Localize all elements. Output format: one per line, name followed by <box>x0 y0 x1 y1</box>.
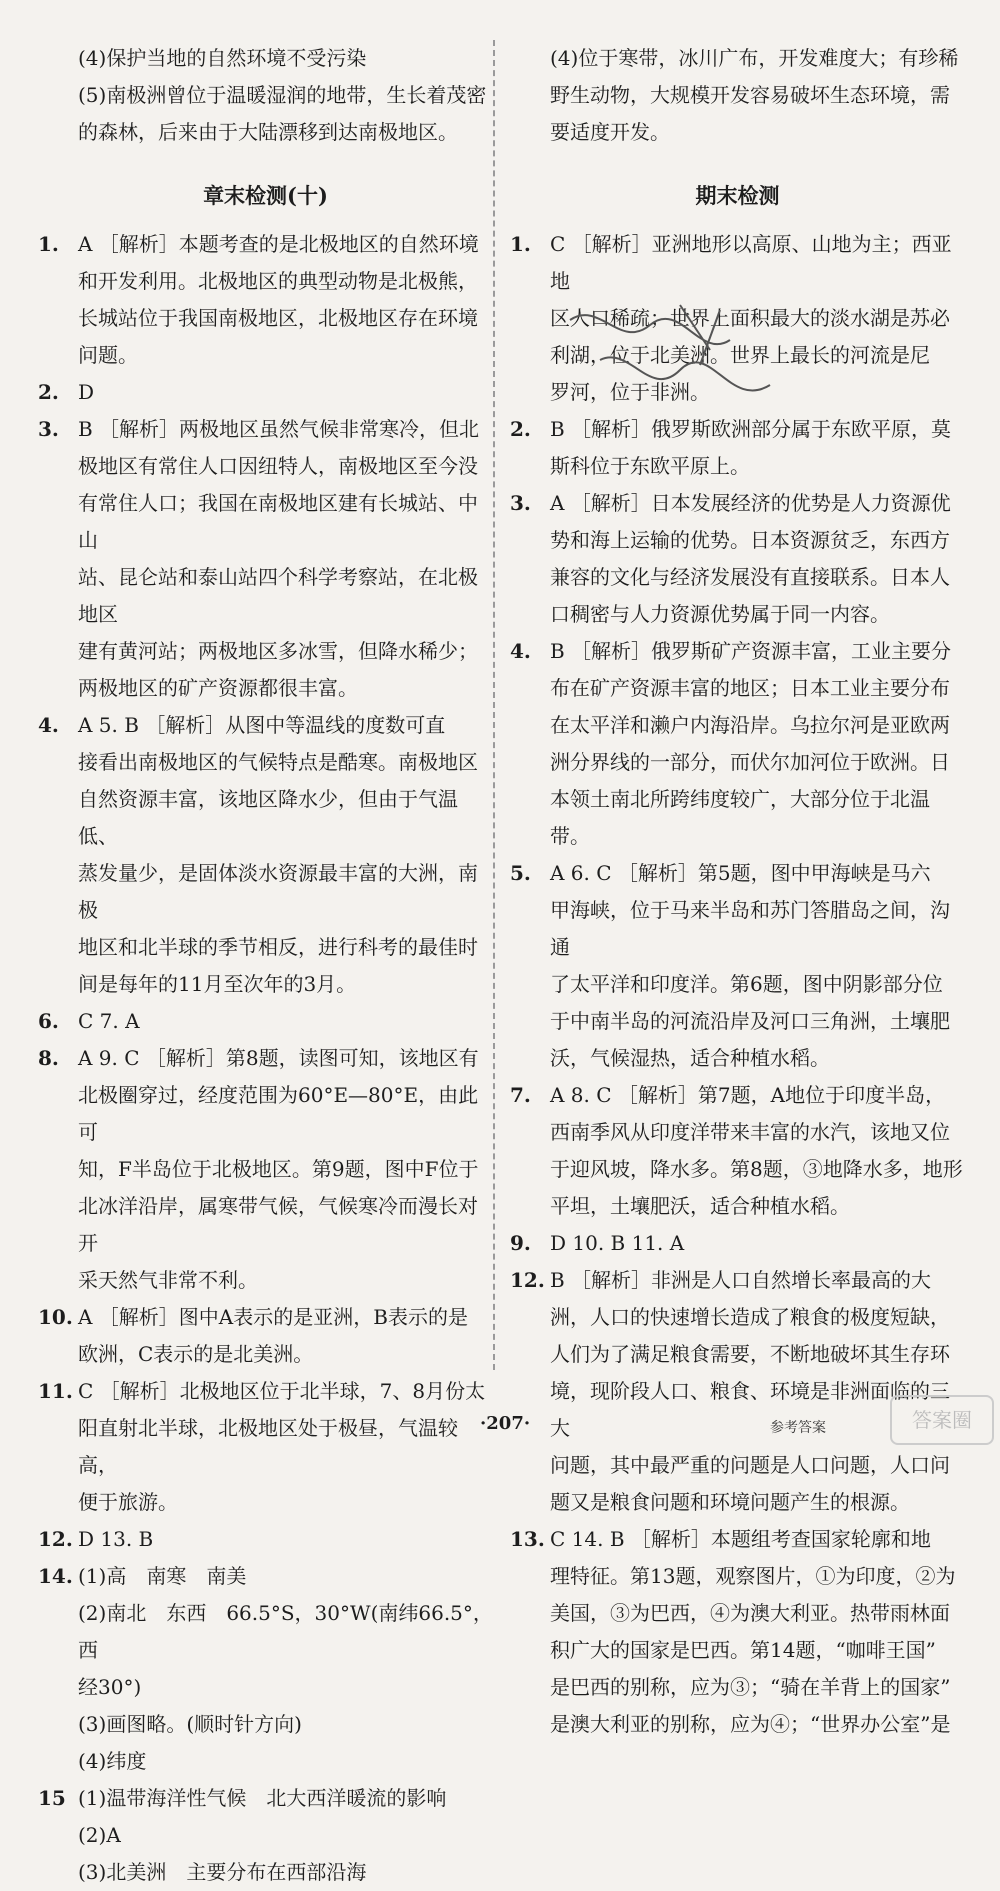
answer-number: 12. <box>510 1268 545 1292</box>
answer-text: 极地区有常住人口因纽特人，南极地区至今没 <box>78 454 478 478</box>
answer-line <box>38 1003 493 1040</box>
answer-text: 口稠密与人力资源优势属于同一内容。 <box>550 602 890 626</box>
answer-number: 2. <box>510 417 531 441</box>
answer-line <box>510 226 965 300</box>
answer-text: C ［解析］亚洲地形以高原、山地为主；西亚地 <box>550 232 952 293</box>
answer-line <box>510 781 965 855</box>
answer-text: 本领土南北所跨纬度较广，大部分位于北温带。 <box>550 787 930 848</box>
answer-text: 经30°) <box>78 1675 142 1699</box>
answer-number: 13. <box>510 1527 545 1551</box>
footer-label: 参考答案 <box>770 1420 826 1436</box>
answer-text: A ［解析］日本发展经济的优势是人力资源优 <box>550 491 951 515</box>
answer-text: 斯科位于东欧平原上。 <box>550 454 750 478</box>
answer-text: 题又是粮食问题和环境问题产生的根源。 <box>550 1490 910 1514</box>
answer-line <box>510 1521 965 1558</box>
answer-line <box>38 1151 493 1188</box>
answer-text: 在太平洋和濑户内海沿岸。乌拉尔河是亚欧两 <box>550 713 950 737</box>
answer-number: 15 <box>38 1786 66 1810</box>
answer-line <box>510 1003 965 1040</box>
answer-line <box>38 1336 493 1373</box>
answer-line <box>38 744 493 781</box>
answer-line <box>38 226 493 263</box>
answer-number: 4. <box>38 713 59 737</box>
answer-text: 知，F半岛位于北极地区。第9题，图中F位于 <box>78 1157 479 1181</box>
answer-text: B ［解析］俄罗斯矿产资源丰富，工业主要分 <box>550 639 952 663</box>
left-column <box>38 40 493 1891</box>
intro-line: (5)南极洲曾位于温暖湿润的地带，生长着茂密 <box>78 83 487 107</box>
answer-line <box>38 633 493 670</box>
answer-text: B ［解析］俄罗斯欧洲部分属于东欧平原，莫 <box>550 417 952 441</box>
answer-line <box>510 300 965 337</box>
answer-line <box>38 781 493 855</box>
answer-number: 1. <box>38 232 59 256</box>
intro-line: 的森林，后来由于大陆漂移到达南极地区。 <box>78 120 458 144</box>
answer-line <box>510 1262 965 1299</box>
answer-text: 站、昆仑站和泰山站四个科学考察站，在北极地区 <box>78 565 478 626</box>
answer-text: C 14. B ［解析］本题组考查国家轮廓和地 <box>550 1527 931 1551</box>
answer-number: 12. <box>38 1527 73 1551</box>
answer-line <box>38 1188 493 1262</box>
answer-text: 有常住人口；我国在南极地区建有长城站、中山 <box>78 491 478 552</box>
answer-line <box>38 929 493 966</box>
answer-text: C ［解析］北极地区位于北半球，7、8月份太 <box>78 1379 486 1403</box>
answer-text: 西南季风从印度洋带来丰富的水汽，该地又位 <box>550 1120 950 1144</box>
answer-text: 问题。 <box>78 343 138 367</box>
answer-line <box>38 1373 493 1410</box>
answer-text: 自然资源丰富，该地区降水少，但由于气温低、 <box>78 787 458 848</box>
answer-text: 势和海上运输的优势。日本资源贫乏，东西方 <box>550 528 950 552</box>
answer-line <box>510 966 965 1003</box>
answer-line <box>510 374 965 411</box>
answer-text: 境，现阶段人口、粮食、环境是非洲面临的三大 <box>550 1379 950 1440</box>
answer-line <box>38 1780 493 1817</box>
answer-line <box>38 374 493 411</box>
answer-number: 14. <box>38 1564 73 1588</box>
answer-line <box>38 1558 493 1595</box>
answer-text: B ［解析］两极地区虽然气候非常寒冷，但北 <box>78 417 480 441</box>
section-title: 期末检测 <box>695 183 780 208</box>
answer-line <box>510 707 965 744</box>
answer-text: (3)北美洲 主要分布在西部沿海 <box>78 1860 367 1884</box>
answer-line <box>38 707 493 744</box>
answer-text: D 13. B <box>78 1527 154 1551</box>
answer-line <box>510 1114 965 1151</box>
answer-text: 布在矿产资源丰富的地区；日本工业主要分布 <box>550 676 950 700</box>
answer-line <box>510 1077 965 1114</box>
answer-text: A 6. C ［解析］第5题，图中甲海峡是马六 <box>550 861 931 885</box>
answer-line <box>510 1447 965 1484</box>
answer-line <box>510 522 965 559</box>
answer-line <box>510 670 965 707</box>
answer-line <box>38 1743 493 1780</box>
answer-text: 洲，人口的快速增长造成了粮食的极度短缺， <box>550 1305 950 1329</box>
answer-line <box>38 1669 493 1706</box>
answer-number: 9. <box>510 1231 531 1255</box>
answer-text: 问题，其中最严重的问题是人口问题，人口问 <box>550 1453 950 1477</box>
answer-line <box>38 1077 493 1151</box>
answer-text: 北极圈穿过，经度范围为60°E—80°E，由此可 <box>78 1083 479 1144</box>
answer-text: (2)A <box>78 1823 121 1847</box>
answer-line <box>38 1595 493 1669</box>
answer-text: 建有黄河站；两极地区多冰雪，但降水稀少； <box>78 639 478 663</box>
answer-line <box>510 596 965 633</box>
answer-line <box>510 1484 965 1521</box>
answer-line <box>38 1040 493 1077</box>
answer-text: 阳直射北半球，北极地区处于极昼，气温较高， <box>78 1416 458 1477</box>
answer-line <box>38 855 493 929</box>
answer-number: 1. <box>510 232 531 256</box>
answer-text: D 10. B 11. A <box>550 1231 685 1255</box>
answer-line <box>38 1484 493 1521</box>
answer-line <box>38 411 493 448</box>
answer-text: (3)画图略。(顺时针方向) <box>78 1712 302 1736</box>
answer-text: 甲海峡，位于马来半岛和苏门答腊岛之间，沟通 <box>550 898 950 959</box>
answer-line <box>38 670 493 707</box>
intro-line: (4)保护当地的自然环境不受污染 <box>78 46 367 70</box>
answer-text: 洲分界线的一部分，而伏尔加河位于欧洲。日 <box>550 750 950 774</box>
answer-text: B ［解析］非洲是人口自然增长率最高的大 <box>550 1268 932 1292</box>
answer-line <box>510 633 965 670</box>
answer-text: D <box>78 380 95 404</box>
answer-line <box>38 559 493 633</box>
answer-text: A 9. C ［解析］第8题，读图可知，该地区有 <box>78 1046 479 1070</box>
answer-line <box>510 337 965 374</box>
answer-line <box>38 1521 493 1558</box>
answer-line <box>510 892 965 966</box>
answer-line <box>510 448 965 485</box>
answer-line <box>38 263 493 300</box>
answer-text: C 7. A <box>78 1009 140 1033</box>
answer-line <box>38 337 493 374</box>
answer-number: 6. <box>38 1009 59 1033</box>
answer-line <box>510 744 965 781</box>
answer-text: 积广大的国家是巴西。第14题，“咖啡王国” <box>550 1638 936 1662</box>
answer-line <box>38 300 493 337</box>
answer-line <box>510 485 965 522</box>
answer-text: 人们为了满足粮食需要，不断地破坏其生存环 <box>550 1342 950 1366</box>
answer-text: A 8. C ［解析］第7题，A地位于印度半岛， <box>550 1083 946 1107</box>
right-column <box>510 40 965 1743</box>
answer-line <box>510 1225 965 1262</box>
answer-line <box>510 1669 965 1706</box>
answer-text: A 5. B ［解析］从图中等温线的度数可直 <box>78 713 446 737</box>
answer-text: 美国，③为巴西，④为澳大利亚。热带雨林面 <box>550 1601 950 1625</box>
answer-number: 2. <box>38 380 59 404</box>
answer-line <box>38 1299 493 1336</box>
answer-text: 利湖，位于北美洲。世界上最长的河流是尼 <box>550 343 930 367</box>
answer-text: (4)纬度 <box>78 1749 147 1773</box>
answer-text: 平坦，土壤肥沃，适合种植水稻。 <box>550 1194 850 1218</box>
page-footer <box>0 1413 1000 1447</box>
answer-text: 和开发利用。北极地区的典型动物是北极熊， <box>78 269 478 293</box>
intro-line: 要适度开发。 <box>550 120 670 144</box>
answer-line <box>38 966 493 1003</box>
answer-text: 长城站位于我国南极地区，北极地区存在环境 <box>78 306 478 330</box>
answer-text: A ［解析］图中A表示的是亚洲，B表示的是 <box>78 1305 468 1329</box>
answer-line <box>510 855 965 892</box>
answer-number: 11. <box>38 1379 73 1403</box>
answer-line <box>510 1299 965 1336</box>
answer-text: 接看出南极地区的气候特点是酷寒。南极地区 <box>78 750 478 774</box>
answer-number: 3. <box>38 417 59 441</box>
answer-text: 于中南半岛的河流沿岸及河口三角洲，土壤肥 <box>550 1009 950 1033</box>
answer-line <box>510 1632 965 1669</box>
answer-number: 10. <box>38 1305 73 1329</box>
answer-line <box>38 485 493 559</box>
answer-text: 北冰洋沿岸，属寒带气候，气候寒冷而漫长对开 <box>78 1194 478 1255</box>
answer-text: 理特征。第13题，观察图片，①为印度，②为 <box>550 1564 956 1588</box>
intro-line: 野生动物，大规模开发容易破坏生态环境，需 <box>550 83 950 107</box>
answer-line <box>510 1706 965 1743</box>
answer-number: 4. <box>510 639 531 663</box>
answer-text: 是澳大利亚的别称，应为④；“世界办公室”是 <box>550 1712 951 1736</box>
answer-text: 地区和北半球的季节相反，进行科考的最佳时 <box>78 935 478 959</box>
answer-text: 是巴西的别称，应为③；“骑在羊背上的国家” <box>550 1675 951 1699</box>
answer-number: 5. <box>510 861 531 885</box>
intro-line: (4)位于寒带，冰川广布，开发难度大；有珍稀 <box>550 46 959 70</box>
answer-line <box>510 1040 965 1077</box>
answer-text: (2)南北 东西 66.5°S，30°W(南纬66.5°，西 <box>78 1601 493 1662</box>
answer-line <box>38 1817 493 1854</box>
answer-line <box>510 1151 965 1188</box>
answer-number: 3. <box>510 491 531 515</box>
answer-line <box>38 1854 493 1891</box>
answer-line <box>510 1558 965 1595</box>
watermark-logo: 答案圈 <box>890 1395 994 1445</box>
answer-number: 7. <box>510 1083 531 1107</box>
answer-line <box>38 448 493 485</box>
answer-text: 便于旅游。 <box>78 1490 178 1514</box>
answer-text: 了太平洋和印度洋。第6题，图中阴影部分位 <box>550 972 943 996</box>
answer-number: 8. <box>38 1046 59 1070</box>
answer-line <box>510 1188 965 1225</box>
answer-text: 沃，气候湿热，适合种植水稻。 <box>550 1046 830 1070</box>
answer-text: 于迎风坡，降水多。第8题，③地降水多，地形 <box>550 1157 963 1181</box>
answer-text: A ［解析］本题考查的是北极地区的自然环境 <box>78 232 479 256</box>
answer-text: 兼容的文化与经济发展没有直接联系。日本人 <box>550 565 950 589</box>
page-number: ·207· <box>480 1413 531 1434</box>
answer-text: 采天然气非常不利。 <box>78 1268 258 1292</box>
answer-text: (1)高 南寒 南美 <box>78 1564 247 1588</box>
answer-text: 间是每年的11月至次年的3月。 <box>78 972 357 996</box>
answer-text: 蒸发量少，是固体淡水资源最丰富的大洲，南极 <box>78 861 478 922</box>
column-divider <box>493 40 495 1370</box>
answer-text: (1)温带海洋性气候 北大西洋暖流的影响 <box>78 1786 447 1810</box>
answer-line <box>38 1262 493 1299</box>
answer-line <box>510 1595 965 1632</box>
section-title: 章末检测(十) <box>203 183 328 208</box>
answer-line <box>510 411 965 448</box>
answer-text: 两极地区的矿产资源都很丰富。 <box>78 676 358 700</box>
answer-line <box>510 559 965 596</box>
answer-text: 区人口稀疏；世界上面积最大的淡水湖是苏必 <box>550 306 950 330</box>
answer-line <box>510 1336 965 1373</box>
answer-line <box>38 1706 493 1743</box>
answer-text: 欧洲，C表示的是北美洲。 <box>78 1342 314 1366</box>
answer-text: 罗河，位于非洲。 <box>550 380 710 404</box>
